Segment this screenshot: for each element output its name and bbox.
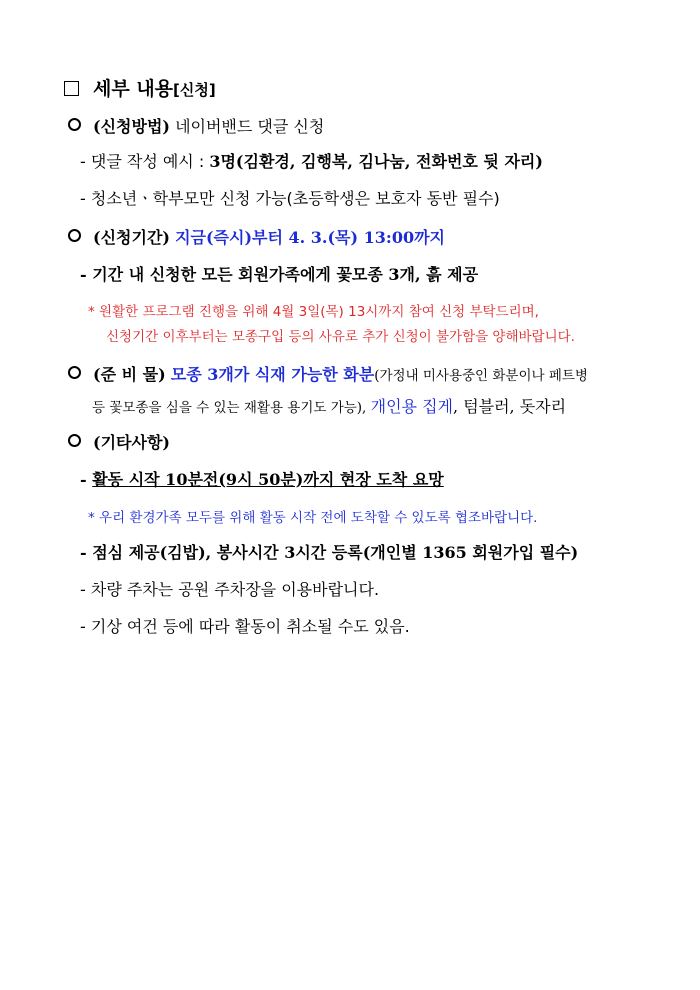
- example-value: 3명(김환경, 김행복, 김나눔, 전화번호 뒷 자리): [209, 152, 543, 171]
- period-row: [68, 228, 445, 248]
- etc-arrive-dash: -: [80, 470, 93, 489]
- period-warning-2: 신청기간 이후부터는 모종구입 등의 사유로 추가 신청이 불가함을 양해바랍니다.: [106, 329, 575, 345]
- prep-row-2: [92, 397, 566, 418]
- prep-line2-blue: 개인용 집게: [370, 397, 454, 416]
- bullet-circle-icon: [68, 434, 81, 447]
- bullet-circle-icon: [68, 118, 81, 131]
- prep-row: [68, 365, 588, 386]
- prep-line2-note: 등 꽃모종을 심을 수 있는 재활용 용기도 가능),: [92, 400, 371, 416]
- bullet-circle-icon: [68, 229, 81, 242]
- period-value: 지금(즉시)부터 4. 3.(목) 13:00까지: [175, 228, 446, 247]
- prep-label: (준 비 물): [93, 365, 166, 384]
- etc-arrive-note: * 우리 환경가족 모두를 위해 활동 시작 전에 도착할 수 있도록 협조바랍니다.: [88, 510, 538, 526]
- etc-label: (기타사항): [93, 433, 170, 452]
- etc-row: [68, 433, 170, 453]
- etc-lunch: - 점심 제공(김밥), 봉사시간 3시간 등록(개인별 1365 회원가입 필수): [80, 543, 579, 562]
- method-row: [68, 117, 324, 137]
- etc-arrive: [80, 470, 444, 490]
- etc-arrive-text: 활동 시작 10분전(9시 50분)까지 현장 도착 요망: [92, 470, 444, 489]
- method-example: [80, 152, 543, 172]
- period-gift: - 기간 내 신청한 모든 회원가족에게 꽃모종 3개, 흙 제공: [80, 265, 479, 284]
- heading-text: 세부 내용: [93, 78, 174, 100]
- period-warning-1: * 원활한 프로그램 진행을 위해 4월 3일(목) 13시까지 참여 신청 부탁드리며,: [88, 304, 539, 320]
- checkbox-square-icon: [64, 81, 79, 96]
- etc-parking: - 차량 주차는 공원 주차장을 이용바랍니다.: [80, 580, 380, 599]
- method-value: 네이버밴드 댓글 신청: [175, 117, 325, 136]
- heading-paren: [신청]: [173, 81, 216, 99]
- prep-line2-rest: , 텀블러, 돗자리: [453, 397, 567, 416]
- example-label: - 댓글 작성 예시 :: [80, 152, 210, 171]
- period-label: (신청기간): [93, 228, 170, 247]
- method-label: (신청방법): [93, 117, 170, 136]
- bullet-circle-icon: [68, 366, 81, 379]
- prep-value-note: (가정내 미사용중인 화분이나 페트병: [374, 368, 588, 384]
- etc-weather: - 기상 여건 등에 따라 활동이 취소될 수도 있음.: [80, 617, 410, 636]
- prep-value: 모종 3개가 식재 가능한 화분: [170, 365, 375, 384]
- method-note: - 청소년ㆍ학부모만 신청 가능(초등학생은 보호자 동반 필수): [80, 189, 500, 208]
- section-heading: [64, 77, 216, 102]
